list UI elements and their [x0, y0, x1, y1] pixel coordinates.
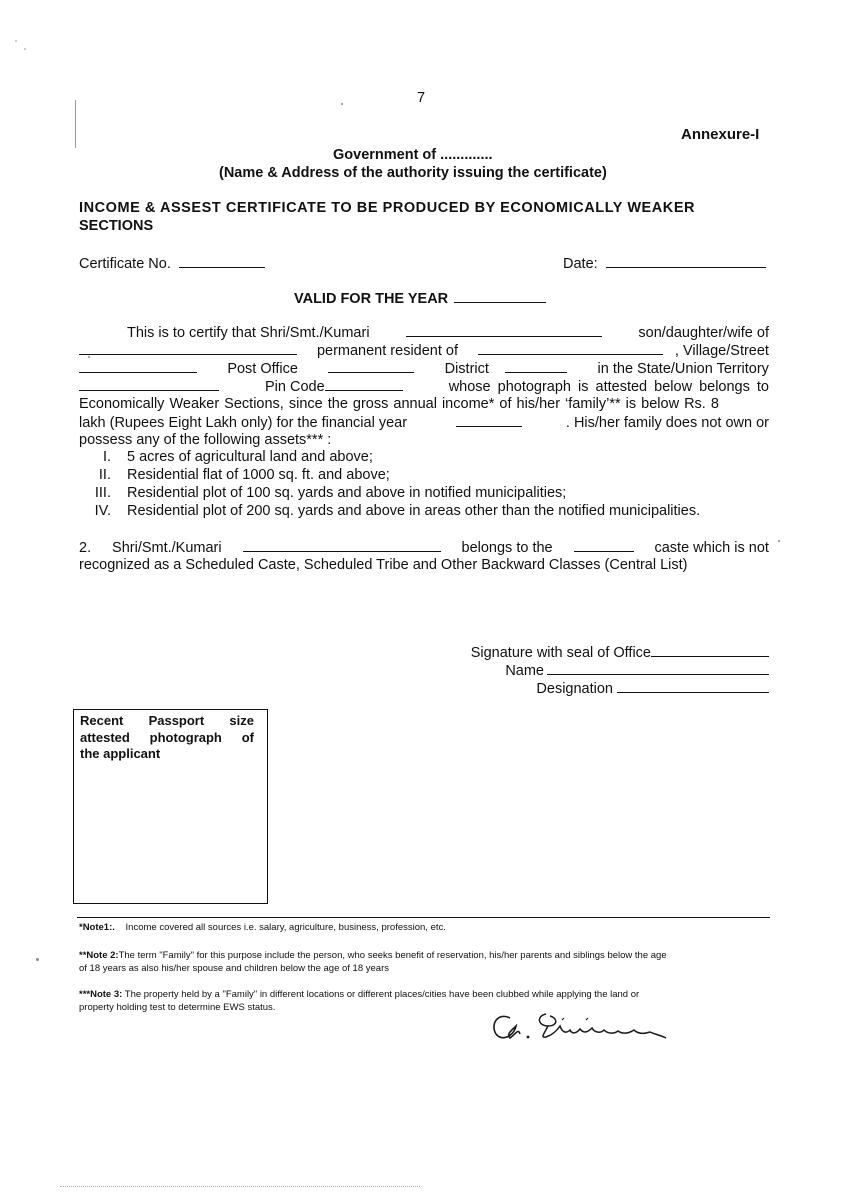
annexure-label: Annexure-I	[681, 126, 760, 143]
signature-field[interactable]	[651, 643, 769, 657]
name-field[interactable]	[547, 661, 769, 675]
asset-text: 5 acres of agricultural land and above;	[127, 449, 373, 465]
handwritten-signature	[488, 1004, 670, 1048]
body-line-4	[79, 377, 769, 396]
state-field[interactable]	[79, 377, 219, 391]
post-office-field[interactable]	[328, 359, 414, 373]
body-pin-code: Pin Code	[265, 379, 325, 395]
note-1	[79, 921, 769, 934]
body-ews-income: Economically Weaker Sections, since the gross annual income* of his/her ‘family’** is below Rs. 8	[79, 396, 719, 412]
certificate-no-row	[79, 254, 265, 273]
government-dots: .............	[440, 147, 493, 163]
body-does-not-own: . His/her family does not own or	[565, 415, 769, 431]
photo-caption-word: attested	[80, 729, 130, 745]
note-3-text-continued: property holding test to determine EWS status.	[79, 1002, 276, 1013]
photo-caption-word: photograph	[149, 729, 222, 745]
photo-caption-word: Passport	[148, 713, 205, 728]
body-line-6	[79, 413, 769, 432]
body-photograph-attested: whose photograph is attested below belongs to	[448, 379, 769, 395]
note-2-text: The term "Family" for this purpose include the person, who seeks benefit of reservation, his/her parents and siblings below the age	[118, 950, 667, 961]
note-3-line	[79, 988, 769, 1001]
para2-shri: Shri/Smt./Kumari	[112, 540, 222, 556]
body-state-territory: in the State/Union Territory	[597, 361, 769, 377]
authority-note: (Name & Address of the authority issuing the certificate)	[219, 165, 607, 181]
scan-speck	[341, 103, 343, 105]
photo-box-caption	[80, 713, 254, 763]
body-line-2	[79, 341, 769, 360]
note-2-label: **Note 2:	[79, 950, 119, 961]
photo-caption-line	[80, 730, 254, 747]
body-son-daughter: son/daughter/wife of	[638, 325, 769, 341]
photo-caption-line	[80, 713, 254, 730]
note-3-label: ***Note 3:	[79, 989, 123, 1000]
para2-name-field[interactable]	[243, 538, 441, 552]
photo-box[interactable]	[73, 709, 268, 904]
asset-text: Residential plot of 200 sq. yards and above in areas other than the notified municipalities.	[127, 503, 701, 519]
body-village-street: , Village/Street	[674, 343, 769, 359]
scan-artifact	[75, 100, 76, 148]
pin-code-field[interactable]	[325, 377, 403, 391]
body-line-1	[127, 323, 769, 342]
page-number: 7	[417, 90, 426, 106]
scan-speck	[778, 540, 780, 542]
signature-row	[460, 643, 769, 662]
village-field[interactable]	[79, 359, 197, 373]
financial-year-field[interactable]	[456, 413, 522, 427]
photo-caption-line: the applicant	[80, 746, 161, 761]
photo-caption-word: size	[229, 713, 254, 728]
asset-number: III.	[94, 485, 111, 501]
para2-caste: caste which is not	[654, 540, 769, 556]
valid-row	[294, 289, 546, 308]
name-label: Name	[505, 663, 544, 679]
scan-speck	[24, 48, 26, 50]
designation-row	[460, 679, 769, 698]
certificate-no-label: Certificate No.	[79, 256, 171, 272]
asset-text: Residential flat of 1000 sq. ft. and above;	[127, 467, 390, 483]
asset-number: IV.	[94, 503, 111, 519]
scan-speck	[15, 40, 17, 42]
note-3-text: The property held by a "Family" in different locations or different places/cities have been clubbed while applying the land or	[124, 989, 640, 1000]
title-line2: SECTIONS	[79, 218, 154, 234]
photo-caption-word: Recent	[80, 713, 124, 728]
body-district: District	[444, 361, 489, 377]
note-2-text-continued: of 18 years as also his/her spouse and children below the age of 18 years	[79, 963, 389, 974]
asset-text: Residential plot of 100 sq. yards and above in notified municipalities;	[127, 485, 567, 501]
date-field[interactable]	[606, 254, 766, 268]
note-2-line	[79, 949, 769, 962]
note-1-label: *Note1:.	[79, 922, 115, 933]
date-row	[563, 254, 766, 273]
scan-artifact	[60, 1186, 420, 1187]
asset-item	[79, 466, 390, 484]
resident-of-field[interactable]	[478, 341, 663, 355]
district-field[interactable]	[505, 359, 567, 373]
scan-speck	[88, 356, 90, 358]
asset-item	[79, 484, 566, 502]
body-this-certify: This is to certify that Shri/Smt./Kumari	[127, 325, 370, 341]
caste-field[interactable]	[574, 538, 634, 552]
body-line-3	[79, 359, 769, 378]
parent-name-field[interactable]	[79, 341, 297, 355]
government-label: Government of	[333, 147, 437, 163]
body-eight-lakh: lakh (Rupees Eight Lakh only) for the financial year	[79, 415, 408, 431]
asset-item	[79, 502, 700, 520]
note-1-text: Income covered all sources i.e. salary, agriculture, business, profession, etc.	[125, 922, 446, 933]
designation-field[interactable]	[617, 679, 769, 693]
notes-divider	[77, 917, 770, 918]
certificate-title	[79, 199, 769, 217]
body-line-7: possess any of the following assets*** :	[79, 432, 332, 448]
para2-line-1	[79, 538, 769, 557]
designation-label: Designation	[536, 681, 613, 697]
scan-speck	[36, 958, 39, 961]
title-line1: INCOME & ASSEST CERTIFICATE TO BE PRODUCED BY ECONOMICALLY WEAKER	[79, 200, 696, 216]
date-label: Date:	[563, 256, 598, 272]
note-2	[79, 949, 769, 975]
valid-label: VALID FOR THE YEAR	[294, 291, 449, 307]
para2-number: 2.	[79, 540, 92, 556]
signature-label: Signature with seal of Office	[470, 645, 651, 661]
applicant-name-field[interactable]	[406, 323, 602, 337]
body-permanent-resident: permanent resident of	[316, 343, 459, 359]
government-line	[333, 146, 493, 164]
pin-code-group	[265, 377, 403, 396]
para2-line-2: recognized as a Scheduled Caste, Scheduled Tribe and Other Backward Classes (Central List)	[79, 557, 688, 573]
certificate-no-field[interactable]	[179, 254, 265, 268]
asset-number: II.	[98, 467, 111, 483]
body-line-5	[79, 395, 769, 413]
name-row	[460, 661, 769, 680]
body-post-office: Post Office	[227, 361, 298, 377]
valid-year-field[interactable]	[454, 289, 546, 303]
photo-caption-word: of	[241, 729, 254, 745]
para2-belongs: belongs to the	[461, 540, 553, 556]
asset-item	[79, 448, 373, 466]
asset-number: I.	[102, 449, 111, 465]
